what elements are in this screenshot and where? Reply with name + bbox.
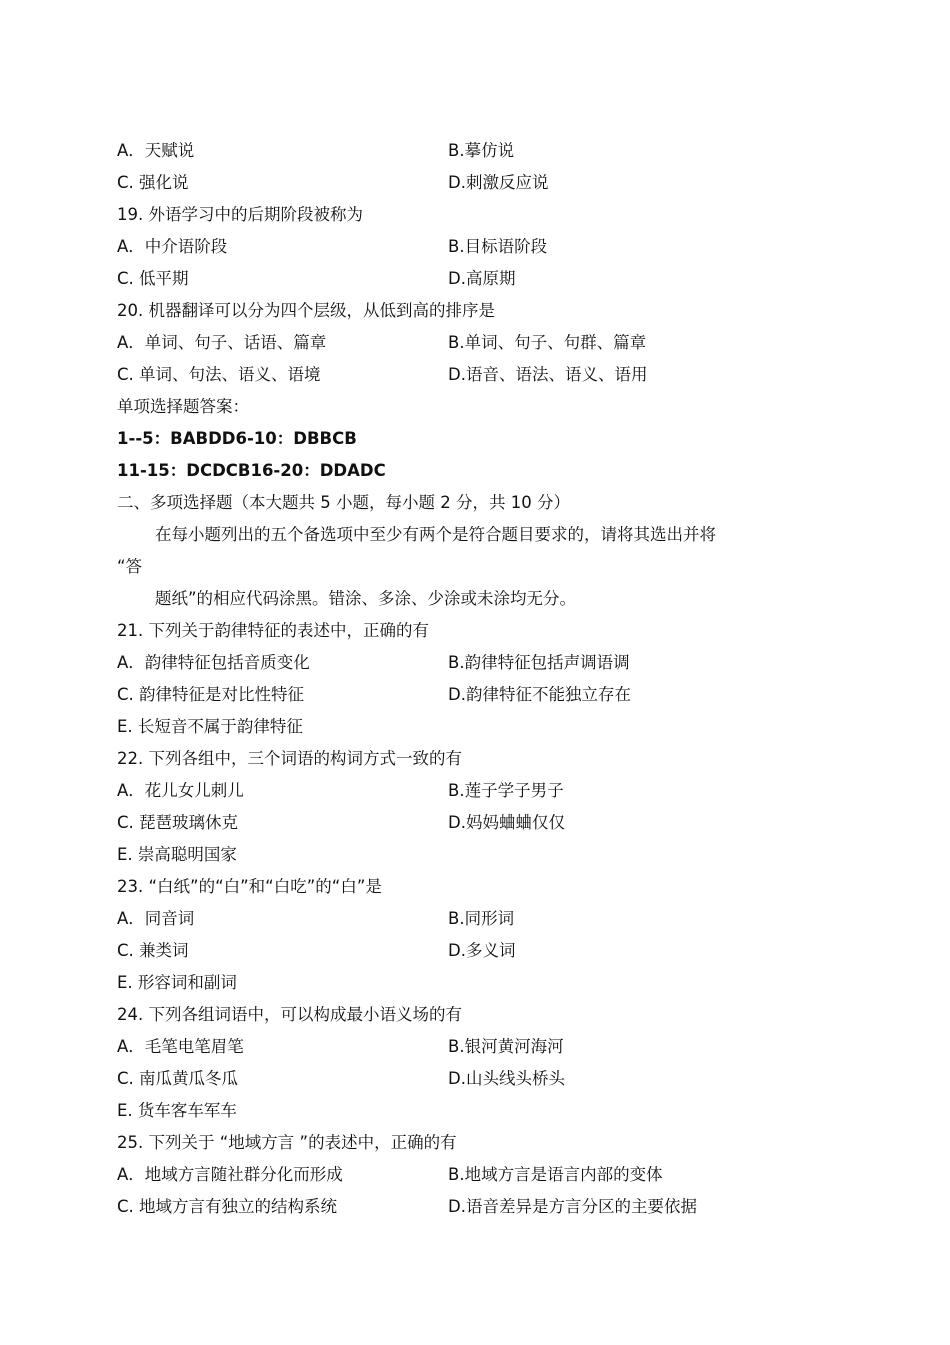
option-e: E. 长短音不属于韵律特征 [117, 717, 303, 736]
section-instructions-cont: 题纸”的相应代码涂黑。错涂、多涂、少涂或未涂均无分。 [155, 589, 577, 608]
option-row [117, 681, 817, 709]
option-b: B.莲子学子男子 [448, 781, 564, 800]
question-stem: 23. “白纸”的“白”和“白吃”的“白”是 [117, 877, 382, 896]
option-d: D.妈妈蛐蛐仅仅 [448, 813, 565, 832]
option-c: C. 强化说 [117, 173, 189, 192]
option-c: C. 地域方言有独立的结构系统 [117, 1197, 338, 1216]
option-c: C. 单词、句法、语义、语境 [117, 365, 321, 384]
question-stem: 22. 下列各组中，三个词语的构词方式一致的有 [117, 749, 462, 768]
option-d: D.韵律特征不能独立存在 [448, 685, 631, 704]
option-a: A．中介语阶段 [117, 237, 228, 256]
option-c: C. 低平期 [117, 269, 189, 288]
question-stem: 19. 外语学习中的后期阶段被称为 [117, 205, 363, 224]
option-c: C. 韵律特征是对比性特征 [117, 685, 305, 704]
option-b: B.目标语阶段 [448, 237, 548, 256]
question-stem: 20. 机器翻译可以分为四个层级，从低到高的排序是 [117, 301, 495, 320]
option-b: B.银河黄河海河 [448, 1037, 564, 1056]
option-a: A．毛笔电笔眉笔 [117, 1037, 244, 1056]
option-a: A．韵律特征包括音质变化 [117, 653, 310, 672]
option-c: C. 琵琶玻璃休克 [117, 813, 239, 832]
option-c: C. 兼类词 [117, 941, 189, 960]
question-stem: 24. 下列各组词语中，可以构成最小语义场的有 [117, 1005, 462, 1024]
option-a: A．天赋说 [117, 141, 195, 160]
question-stem: 25. 下列关于 “地域方言 ”的表述中，正确的有 [117, 1133, 457, 1152]
option-b: B.韵律特征包括声调语调 [448, 653, 630, 672]
option-d: D.多义词 [448, 941, 516, 960]
option-a: A．单词、句子、话语、篇章 [117, 333, 327, 352]
option-row [117, 1161, 817, 1189]
option-row [117, 777, 817, 805]
option-row [117, 1193, 817, 1221]
section-instructions-cont: “答 [117, 557, 143, 576]
option-row [117, 937, 817, 965]
option-d: D.语音、语法、语义、语用 [448, 365, 648, 384]
option-row [117, 809, 817, 837]
option-row [117, 905, 817, 933]
option-e: E. 形容词和副词 [117, 973, 237, 992]
option-row [117, 1033, 817, 1061]
option-b: B.地域方言是语言内部的变体 [448, 1165, 663, 1184]
option-c: C. 南瓜黄瓜冬瓜 [117, 1069, 239, 1088]
option-row [117, 1065, 817, 1093]
option-a: A．花儿女儿刺儿 [117, 781, 244, 800]
option-a: A．地域方言随社群分化而形成 [117, 1165, 343, 1184]
answers-line-1: 1--5：BABDD6-10：DBBCB [117, 429, 357, 448]
option-row [117, 169, 817, 197]
answers-heading: 单项选择题答案： [117, 397, 249, 416]
option-row [117, 265, 817, 293]
option-e: E. 货车客车军车 [117, 1101, 237, 1120]
option-a: A．同音词 [117, 909, 195, 928]
section-title: 二、多项选择题（本大题共 5 小题，每小题 2 分，共 10 分） [117, 493, 570, 512]
option-d: D.山头线头桥头 [448, 1069, 565, 1088]
option-row [117, 233, 817, 261]
option-row [117, 361, 817, 389]
section-instructions: 在每小题列出的五个备选项中至少有两个是符合题目要求的，请将其选出并将 [155, 525, 716, 544]
option-row [117, 137, 817, 165]
option-d: D.语音差异是方言分区的主要依据 [448, 1197, 697, 1216]
answers-line-2: 11-15：DCDCB16-20：DDADC [117, 461, 386, 480]
option-b: B.单词、句子、句群、篇章 [448, 333, 647, 352]
option-e: E. 崇高聪明国家 [117, 845, 237, 864]
option-row [117, 329, 817, 357]
option-d: D.高原期 [448, 269, 516, 288]
option-b: B.同形词 [448, 909, 515, 928]
option-row [117, 649, 817, 677]
question-stem: 21. 下列关于韵律特征的表述中，正确的有 [117, 621, 429, 640]
option-d: D.刺激反应说 [448, 173, 549, 192]
option-b: B.摹仿说 [448, 141, 515, 160]
